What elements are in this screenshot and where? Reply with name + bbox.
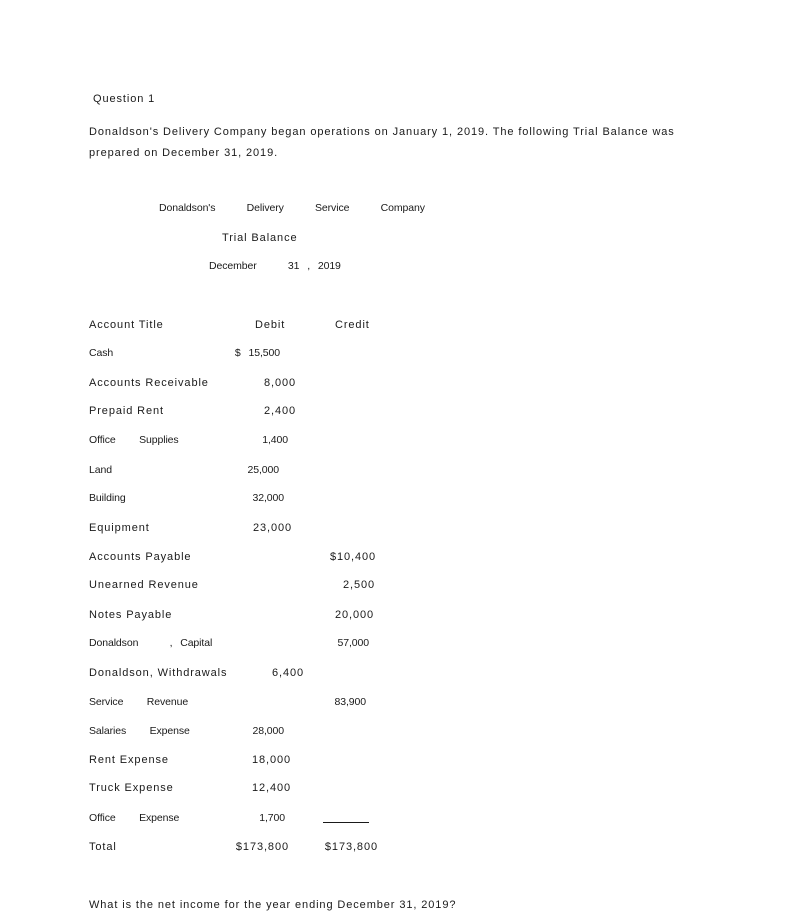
debit-amount: 32,000 bbox=[252, 492, 284, 504]
account-title: Equipment bbox=[89, 522, 150, 534]
debit-amount: 6,400 bbox=[271, 667, 304, 679]
account-title: Donaldson, Withdrawals bbox=[89, 667, 228, 679]
account-title: Cash bbox=[89, 347, 114, 359]
account-title: Salaries Expense bbox=[89, 725, 190, 737]
intro-paragraph: Donaldson's Delivery Company began operations on January 1, 2019. The following Trial Balance was prepared on December 31, 2019. bbox=[89, 126, 675, 159]
debit-amount: $ 15,500 bbox=[234, 347, 280, 359]
account-title: Accounts Receivable bbox=[89, 377, 209, 389]
debit-amount: 18,000 bbox=[251, 754, 291, 766]
credit-amount: 20,000 bbox=[334, 609, 374, 621]
total-credit: $173,800 bbox=[324, 841, 378, 853]
credit-underline bbox=[323, 822, 369, 823]
account-title: Service Revenue bbox=[89, 696, 189, 708]
account-title: Truck Expense bbox=[89, 782, 174, 794]
column-header-credit: Credit bbox=[335, 319, 370, 331]
credit-amount: 83,900 bbox=[334, 696, 366, 708]
debit-amount: 28,000 bbox=[252, 725, 284, 737]
question-label: Question 1 bbox=[93, 93, 156, 105]
column-header-account: Account Title bbox=[89, 319, 164, 331]
total-label: Total bbox=[89, 841, 117, 853]
debit-amount: 1,700 bbox=[259, 812, 285, 824]
debit-amount: 8,000 bbox=[263, 377, 296, 389]
debit-amount: 25,000 bbox=[247, 464, 279, 476]
credit-amount: 57,000 bbox=[337, 637, 369, 649]
account-title: Building bbox=[89, 492, 126, 504]
account-title: Office Expense bbox=[89, 812, 180, 824]
account-title: Prepaid Rent bbox=[89, 405, 165, 417]
credit-amount: $10,400 bbox=[329, 551, 376, 563]
debit-amount: 12,400 bbox=[251, 782, 291, 794]
account-title: Land bbox=[89, 464, 112, 476]
debit-amount: 2,400 bbox=[263, 405, 296, 417]
account-title: Accounts Payable bbox=[89, 551, 192, 563]
account-title: Office Supplies bbox=[89, 434, 179, 446]
credit-amount: 2,500 bbox=[342, 579, 375, 591]
account-title: Rent Expense bbox=[89, 754, 169, 766]
statement-date: December 31 , 2019 bbox=[209, 260, 341, 272]
account-title: Donaldson , Capital bbox=[89, 637, 213, 649]
column-header-debit: Debit bbox=[255, 319, 286, 331]
question-text: What is the net income for the year ending December 31, 2019? bbox=[89, 899, 457, 911]
account-title: Notes Payable bbox=[89, 609, 173, 621]
company-name: Donaldson's Delivery Service Company bbox=[159, 202, 425, 214]
debit-amount: 1,400 bbox=[262, 434, 288, 446]
statement-title: Trial Balance bbox=[222, 232, 298, 244]
debit-amount: 23,000 bbox=[252, 522, 292, 534]
total-debit: $173,800 bbox=[235, 841, 289, 853]
account-title: Unearned Revenue bbox=[89, 579, 199, 591]
